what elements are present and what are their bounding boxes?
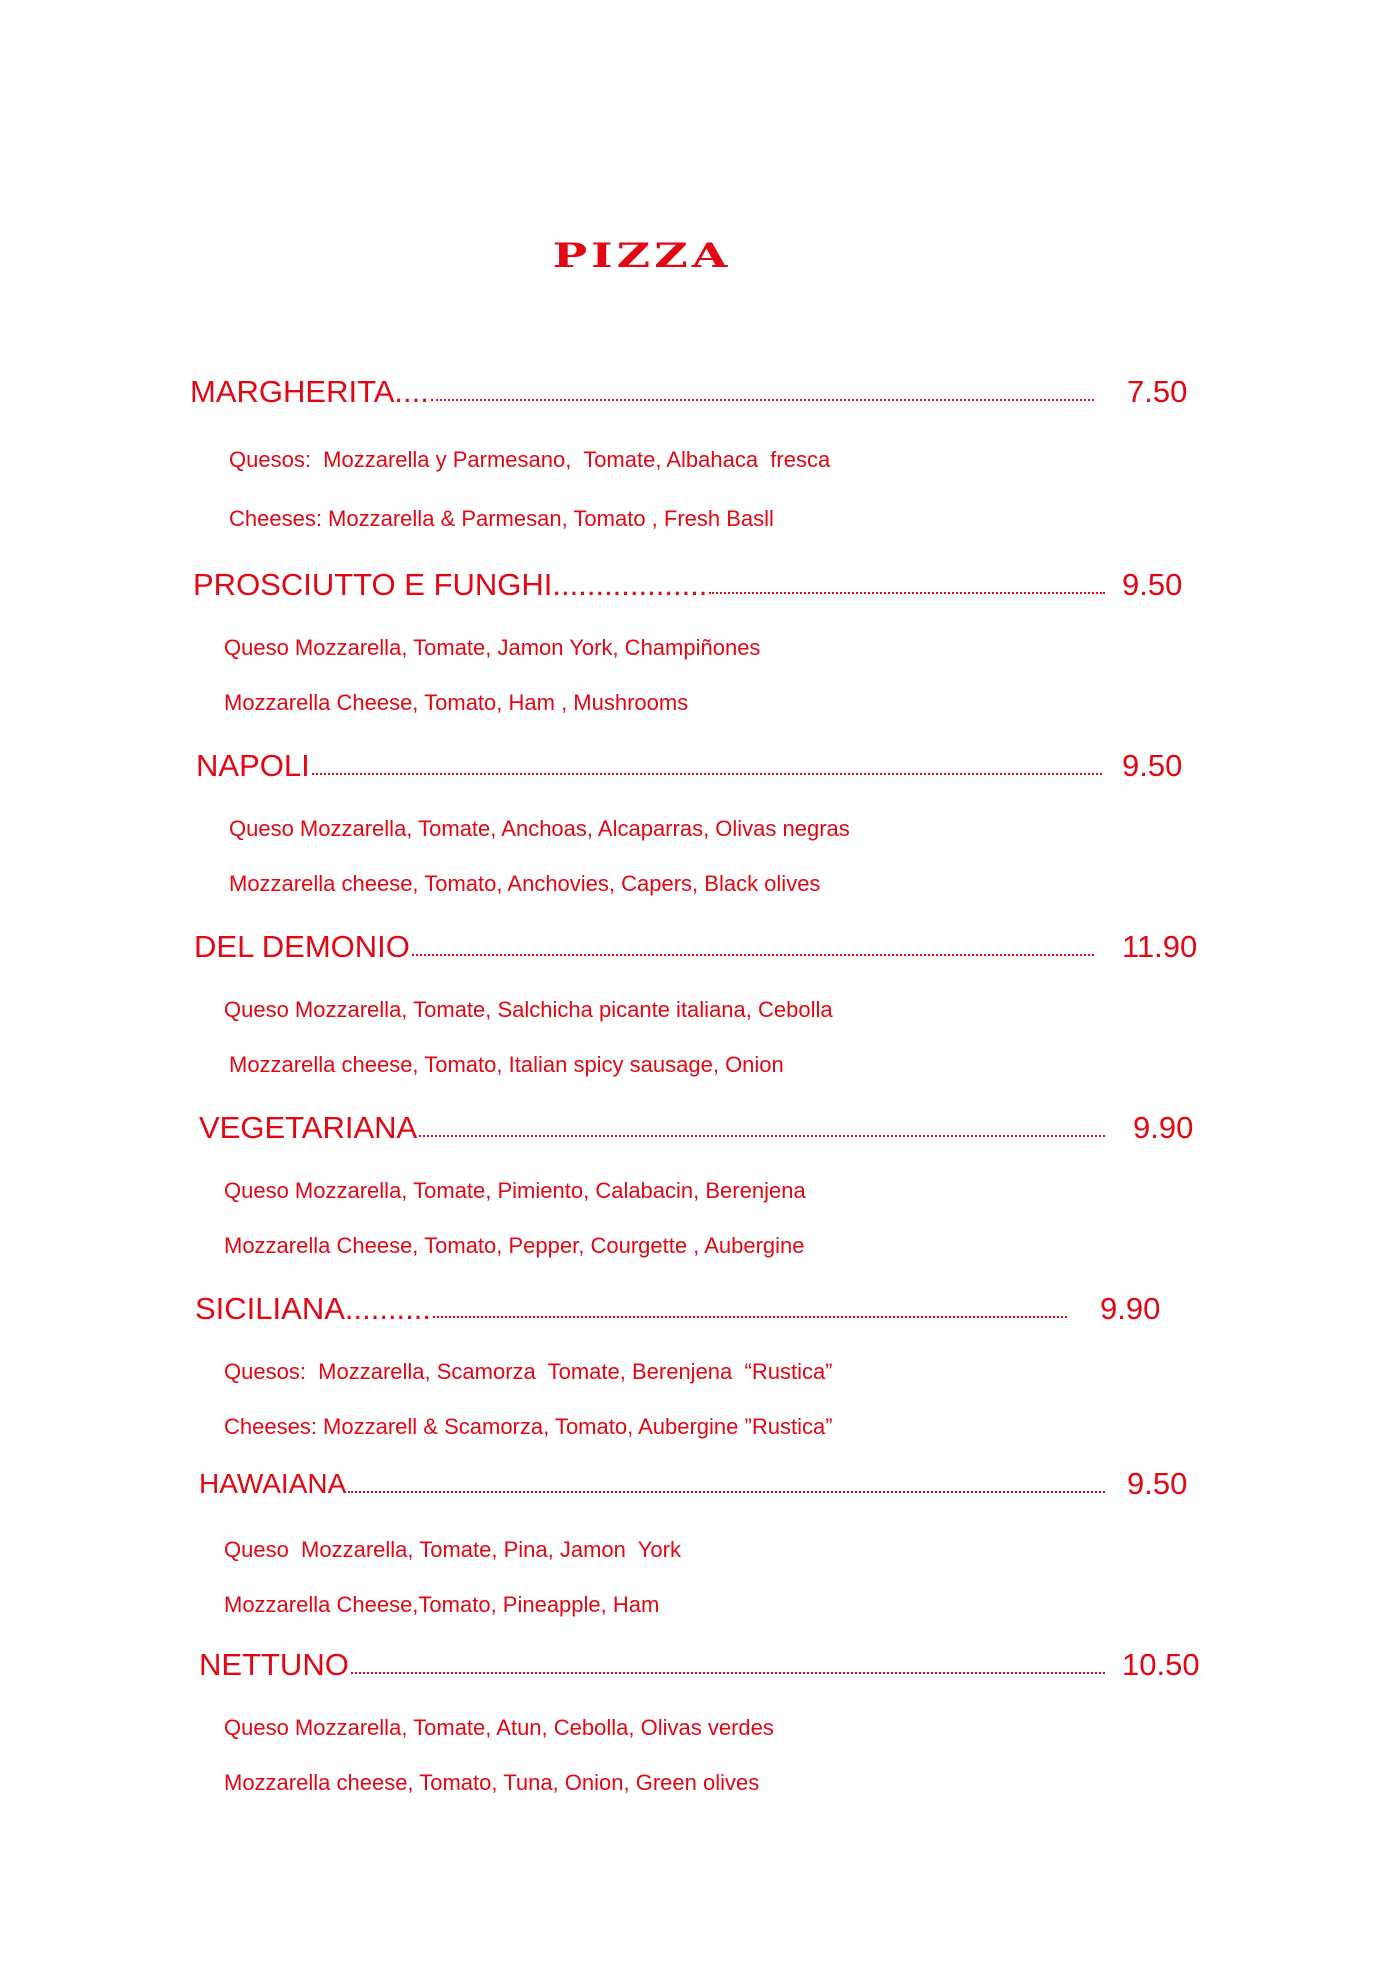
menu-item-name: VEGETARIANA bbox=[199, 1110, 418, 1145]
menu-item-description-en: Mozzarella Cheese, Tomato, Pepper, Courgette , Aubergine bbox=[224, 1233, 805, 1258]
menu-item-description-es: Queso Mozzarella, Tomate, Pimiento, Calabacin, Berenjena bbox=[224, 1178, 806, 1203]
menu-item-description-es: Queso Mozzarella, Tomate, Pina, Jamon York bbox=[224, 1537, 681, 1562]
menu-item-price: 9.50 bbox=[1122, 748, 1183, 783]
menu-item-description-en: Cheeses: Mozzarell & Scamorza, Tomato, Aubergine ”Rustica” bbox=[224, 1414, 833, 1439]
menu-item-description-en: Mozzarella cheese, Tomato, Italian spicy sausage, Onion bbox=[229, 1052, 784, 1077]
menu-item-description-es: Queso Mozzarella, Tomate, Jamon York, Champiñones bbox=[224, 635, 761, 660]
menu-item-description-en: Cheeses: Mozzarella & Parmesan, Tomato , Fresh Basll bbox=[229, 506, 774, 531]
dotted-leader bbox=[351, 1672, 1105, 1674]
menu-item-description-en: Mozzarella Cheese, Tomato, Ham , Mushrooms bbox=[224, 690, 689, 715]
menu-item-price: 7.50 bbox=[1127, 374, 1188, 409]
menu-item-description-es: Quesos: Mozzarella, Scamorza Tomate, Berenjena “Rustica” bbox=[224, 1359, 833, 1384]
menu-item-name: DEL DEMONIO bbox=[194, 929, 410, 964]
menu-item-header bbox=[199, 1106, 1111, 1146]
dotted-leader bbox=[419, 1135, 1105, 1137]
menu-item-header bbox=[193, 563, 1111, 603]
menu-item-description-es: Quesos: Mozzarella y Parmesano, Tomate, Albahaca fresca bbox=[229, 447, 831, 472]
dotted-leader bbox=[431, 399, 1094, 401]
menu-item-header bbox=[199, 1643, 1111, 1683]
menu-item-name: SICILIANA.......... bbox=[195, 1291, 432, 1326]
menu-item-name: PROSCIUTTO E FUNGHI.................. bbox=[193, 567, 708, 602]
menu-item-price: 9.90 bbox=[1100, 1291, 1161, 1326]
menu-item-description-es: Queso Mozzarella, Tomate, Atun, Cebolla, Olivas verdes bbox=[224, 1715, 774, 1740]
menu-item-description-en: Mozzarella Cheese,Tomato, Pineapple, Ham bbox=[224, 1592, 660, 1617]
menu-item-price: 9.50 bbox=[1122, 567, 1183, 602]
menu-item-name: MARGHERITA.... bbox=[190, 374, 429, 409]
menu-item-price: 9.50 bbox=[1127, 1466, 1188, 1501]
menu-item-header bbox=[196, 744, 1108, 784]
dotted-leader bbox=[412, 954, 1094, 956]
menu-item-description-es: Queso Mozzarella, Tomate, Anchoas, Alcaparras, Olivas negras bbox=[229, 816, 850, 841]
menu-item-price: 11.90 bbox=[1122, 929, 1198, 964]
dotted-leader bbox=[312, 773, 1102, 775]
menu-item-name: NAPOLI bbox=[196, 748, 310, 783]
menu-item-header bbox=[194, 925, 1100, 965]
menu-item-description-en: Mozzarella cheese, Tomato, Anchovies, Capers, Black olives bbox=[229, 871, 821, 896]
menu-item-price: 9.90 bbox=[1133, 1110, 1194, 1145]
dotted-leader bbox=[709, 592, 1105, 594]
menu-item-description-es: Queso Mozzarella, Tomate, Salchicha picante italiana, Cebolla bbox=[224, 997, 833, 1022]
menu-item-header bbox=[195, 1287, 1073, 1327]
menu-item-header bbox=[199, 1462, 1111, 1502]
dotted-leader bbox=[433, 1316, 1067, 1318]
menu-item-price: 10.50 bbox=[1122, 1647, 1200, 1682]
menu-item-name: NETTUNO bbox=[199, 1647, 349, 1682]
dotted-leader bbox=[348, 1491, 1105, 1493]
menu-item-header bbox=[190, 370, 1100, 410]
menu-title: PIZZA bbox=[552, 236, 732, 276]
menu-item-description-en: Mozzarella cheese, Tomato, Tuna, Onion, Green olives bbox=[224, 1770, 760, 1795]
menu-item-name: HAWAIANA bbox=[199, 1468, 347, 1499]
